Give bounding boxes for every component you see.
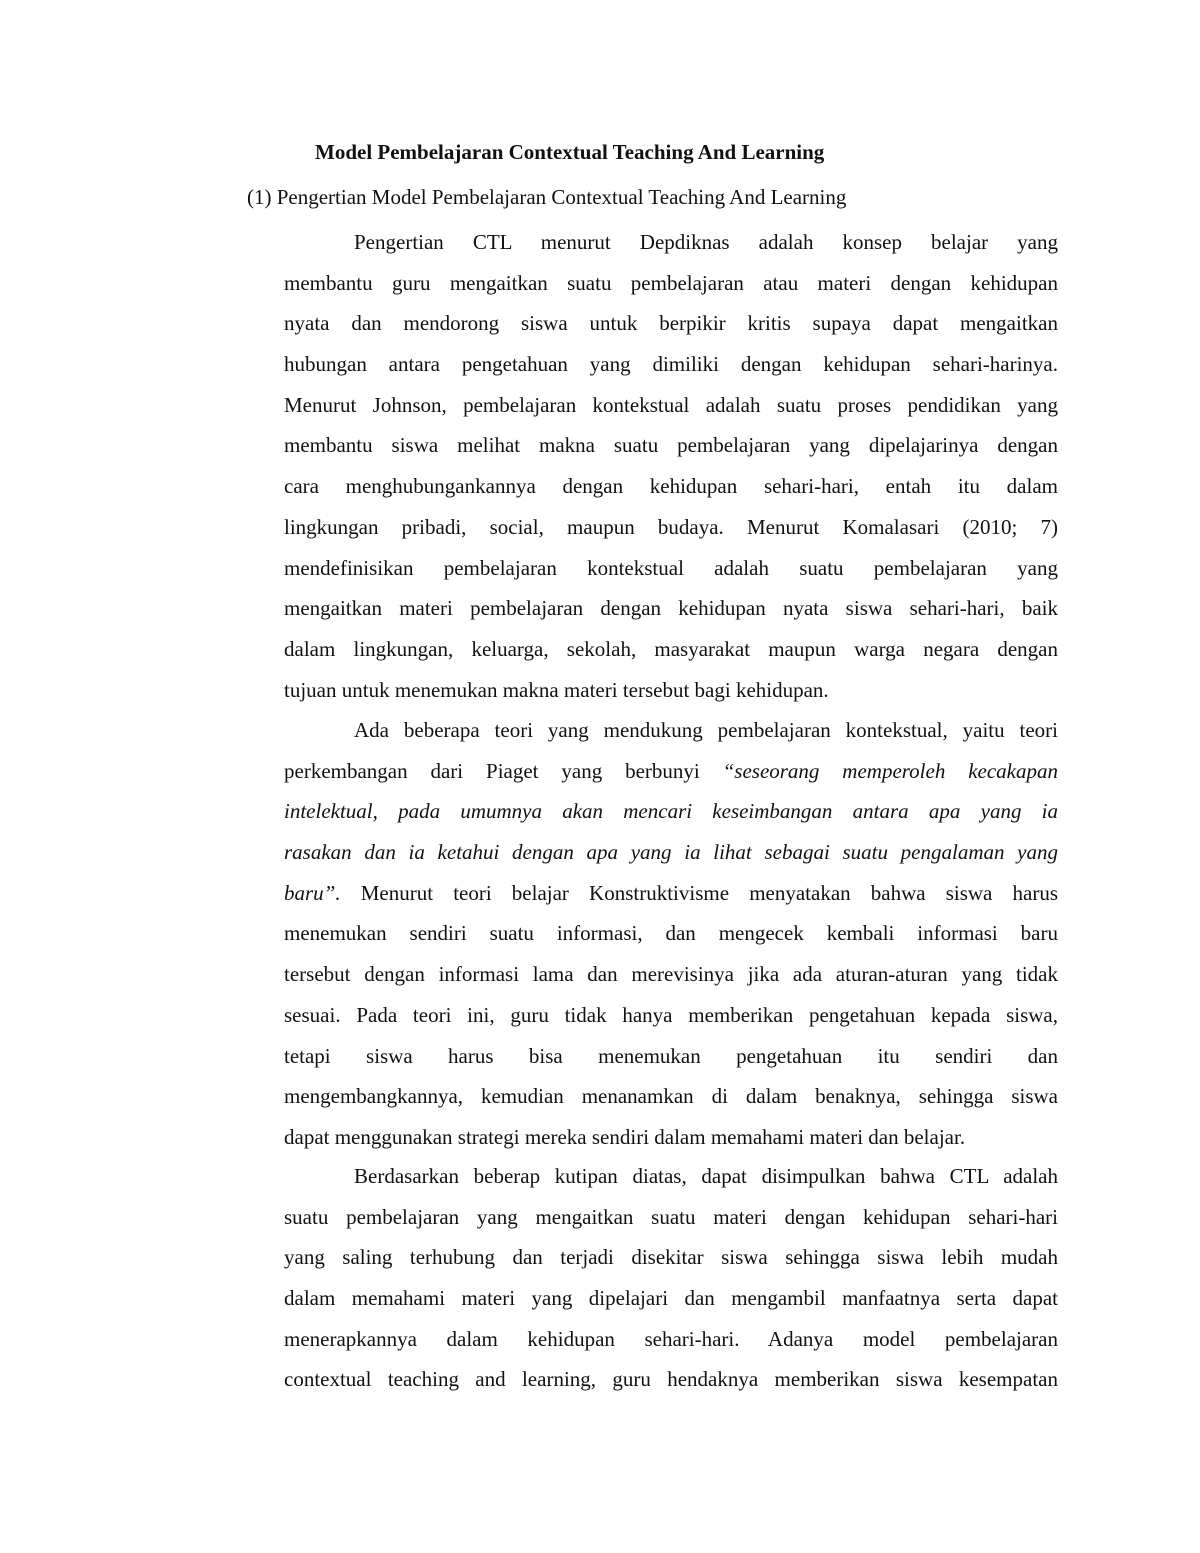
text-line: Berdasarkan beberap kutipan diatas, dapat disimpulkan bahwa CTL adalah: [354, 1164, 1058, 1188]
text-line: tersebut dengan informasi lama dan merevisinya jika ada aturan-aturan yang tidak: [284, 962, 1058, 987]
text-line: mendefinisikan pembelajaran kontekstual adalah suatu pembelajaran yang: [284, 555, 1058, 580]
text-line: menerapkannya dalam kehidupan sehari-hari. Adanya model pembelajaran: [284, 1326, 1058, 1351]
text-line: tujuan untuk menemukan makna materi tersebut bagi kehidupan.: [284, 677, 829, 702]
text-line: membantu guru mengaitkan suatu pembelajaran atau materi dengan kehidupan: [284, 270, 1058, 295]
text-line: nyata dan mendorong siswa untuk berpikir kritis supaya dapat mengaitkan: [284, 311, 1058, 336]
quote-line: intelektual, pada umumnya akan mencari keseimbangan antara apa yang ia: [284, 799, 1058, 824]
text-line: mengaitkan materi pembelajaran dengan kehidupan nyata siswa sehari-hari, baik: [284, 596, 1058, 621]
paragraph-2: [284, 710, 1058, 1158]
text-line: dalam memahami materi yang dipelajari dan mengambil manfaatnya serta dapat: [284, 1286, 1058, 1311]
text-line: membantu siswa melihat makna suatu pembelajaran yang dipelajarinya dengan: [284, 433, 1058, 458]
section-heading: (1) Pengertian Model Pembelajaran Contextual Teaching And Learning: [247, 185, 847, 209]
text-line: cara menghubungankannya dengan kehidupan sehari-hari, entah itu dalam: [284, 474, 1058, 499]
text-line: Menurut Johnson, pembelajaran kontekstual adalah suatu proses pendidikan yang: [284, 392, 1058, 417]
text-line: menemukan sendiri suatu informasi, dan mengecek kembali informasi baru: [284, 921, 1058, 946]
text-line-mixed: [284, 873, 1058, 914]
text-line: lingkungan pribadi, social, maupun budaya. Menurut Komalasari (2010; 7): [284, 514, 1058, 539]
text-line: dalam lingkungan, keluarga, sekolah, masyarakat maupun warga negara dengan: [284, 636, 1058, 661]
text-line-mixed: [284, 751, 1058, 792]
paragraph-1: [284, 222, 1058, 710]
text-line: dapat menggunakan strategi mereka sendiri dalam memahami materi dan belajar.: [284, 1124, 966, 1149]
text-span: Menurut teori belajar Konstruktivisme menyatakan bahwa siswa harus: [340, 880, 1058, 905]
quote-line: rasakan dan ia ketahui dengan apa yang ia lihat sebagai suatu pengalaman yang: [284, 840, 1058, 865]
quote-span: baru”.: [284, 880, 341, 905]
document-title: Model Pembelajaran Contextual Teaching And Learning: [315, 140, 825, 164]
text-line: hubungan antara pengetahuan yang dimiliki dengan kehidupan sehari-harinya.: [284, 352, 1058, 377]
text-line: Pengertian CTL menurut Depdiknas adalah konsep belajar yang: [354, 230, 1058, 254]
quote-span: “seseorang memperoleh kecakapan: [722, 758, 1058, 783]
text-span: perkembangan dari Piaget yang berbunyi: [284, 758, 723, 783]
text-line: tetapi siswa harus bisa menemukan pengetahuan itu sendiri dan: [284, 1043, 1058, 1068]
paragraph-3: [284, 1156, 1058, 1400]
text-line: Ada beberapa teori yang mendukung pembelajaran kontekstual, yaitu teori: [354, 718, 1058, 742]
text-line: yang saling terhubung dan terjadi disekitar siswa sehingga siswa lebih mudah: [284, 1245, 1058, 1270]
text-line: mengembangkannya, kemudian menanamkan di dalam benaknya, sehingga siswa: [284, 1084, 1058, 1109]
text-line: sesuai. Pada teori ini, guru tidak hanya memberikan pengetahuan kepada siswa,: [284, 1002, 1058, 1027]
text-line: suatu pembelajaran yang mengaitkan suatu materi dengan kehidupan sehari-hari: [284, 1204, 1058, 1229]
text-line: contextual teaching and learning, guru hendaknya memberikan siswa kesempatan: [284, 1367, 1058, 1392]
